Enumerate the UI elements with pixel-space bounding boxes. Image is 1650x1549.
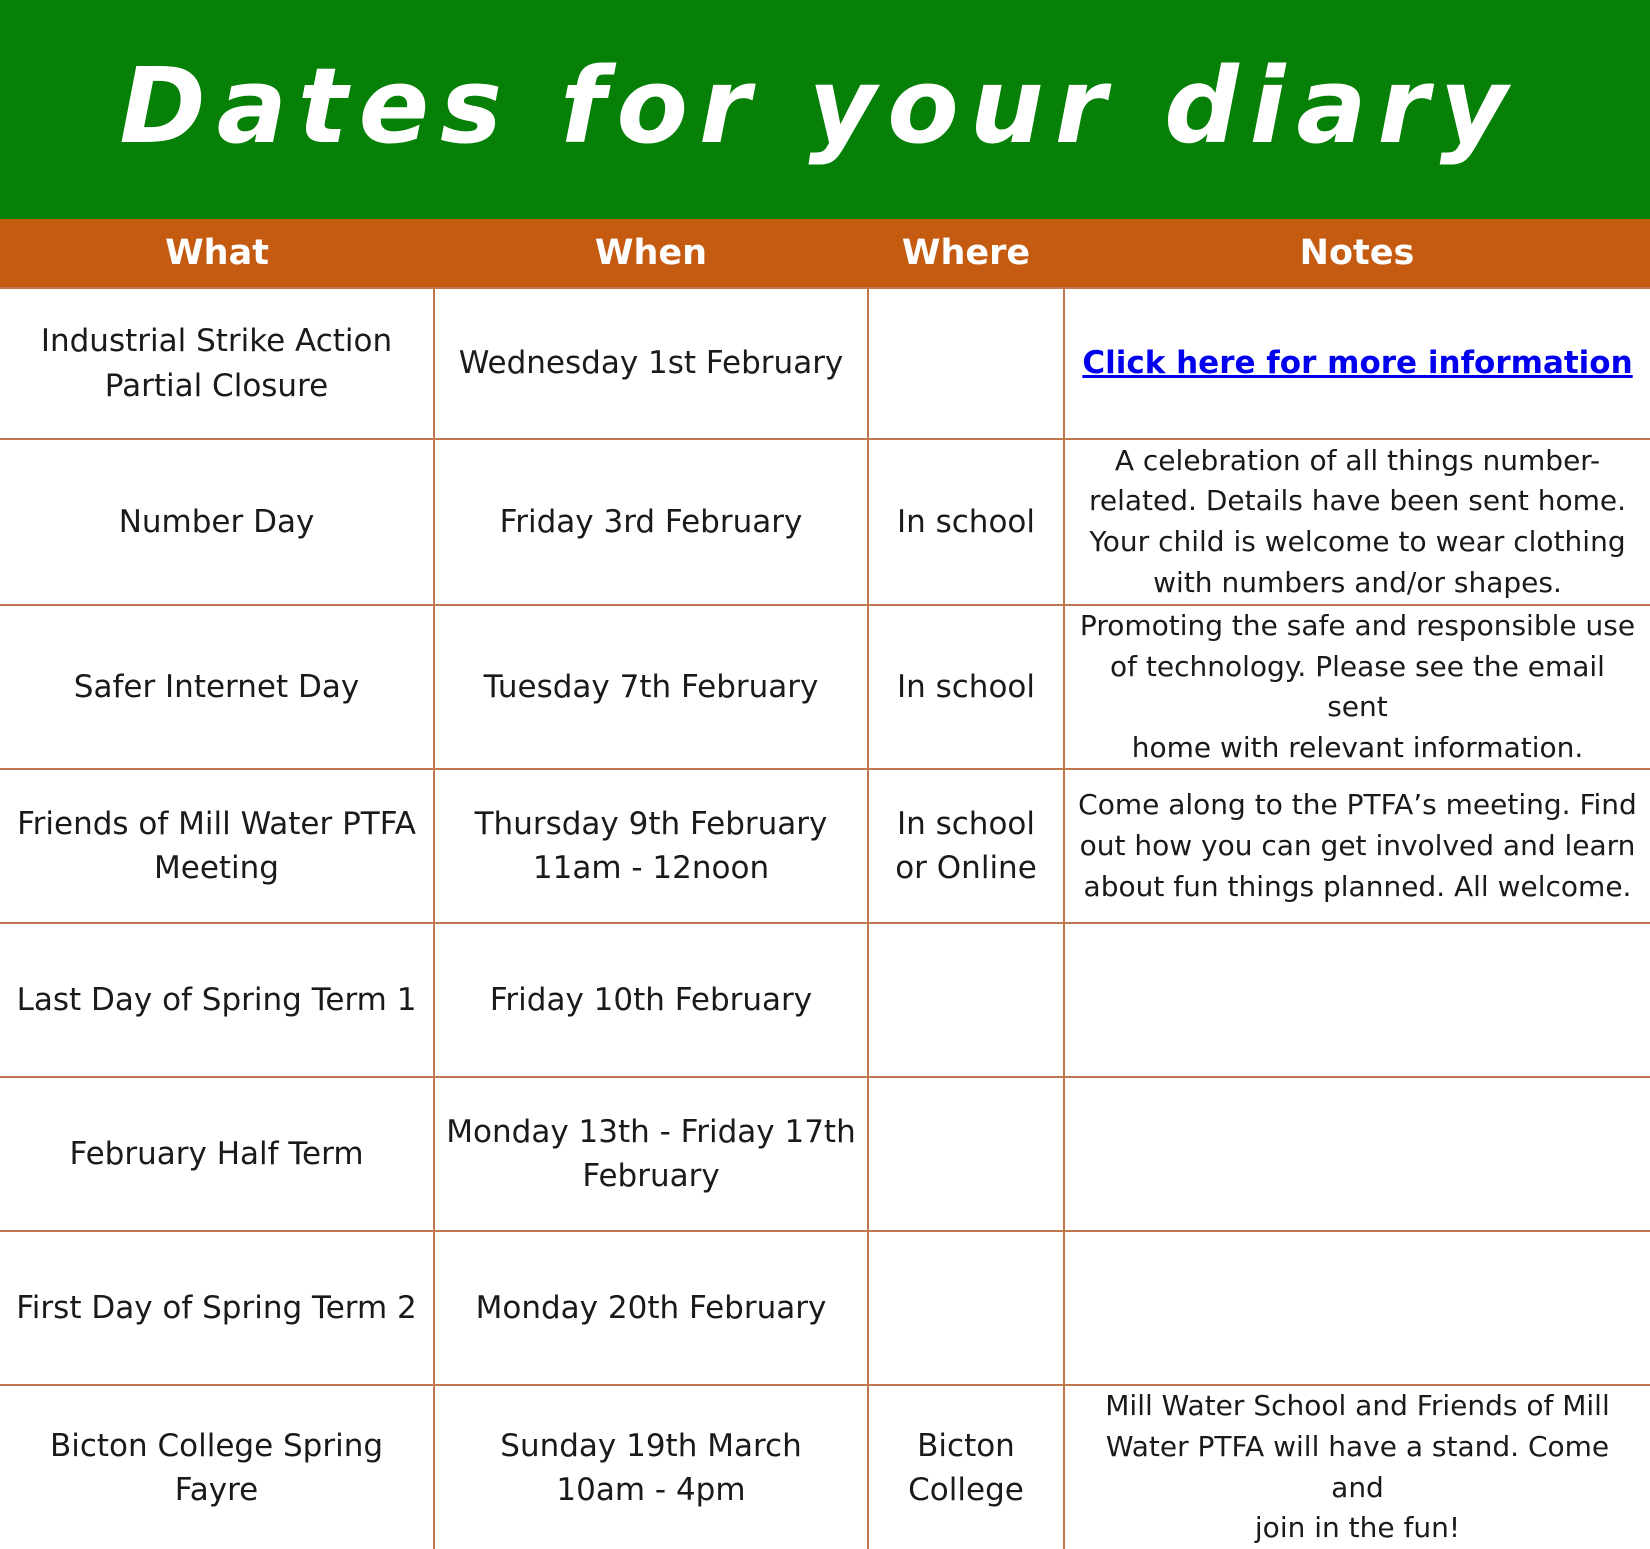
cell-text: with numbers and/or shapes. — [1153, 565, 1562, 599]
table-row — [0, 1385, 1650, 1548]
cell-notes — [1064, 1385, 1650, 1548]
cell-text: Bicton College Spring Fayre — [49, 1427, 384, 1508]
cell-text: home with relevant information. — [1131, 730, 1584, 764]
column-header-notes: Notes — [1064, 219, 1650, 288]
page-title: Dates for your diary — [119, 44, 1519, 167]
cell-text: Mill Water School and Friends of Mill — [1105, 1389, 1610, 1423]
cell-what — [0, 769, 434, 923]
cell-text: Tuesday 7th February — [483, 669, 819, 706]
cell-text: Thursday 9th February — [474, 806, 828, 843]
cell-text: Wednesday 1st February — [458, 345, 844, 382]
cell-when — [434, 923, 868, 1077]
cell-text: 10am - 4pm — [556, 1471, 746, 1508]
cell-text: Promoting the safe and responsible use — [1079, 609, 1636, 642]
cell-text: Partial Closure — [104, 367, 329, 404]
cell-notes — [1064, 605, 1650, 769]
cell-when — [434, 439, 868, 605]
cell-where — [868, 1231, 1064, 1385]
cell-text: join in the fun! — [1254, 1511, 1461, 1545]
column-header-what: What — [0, 219, 434, 288]
cell-notes — [1064, 769, 1650, 923]
table-row — [0, 1231, 1650, 1385]
cell-text: or Online — [895, 850, 1037, 887]
cell-text: Monday 13th - Friday 17th — [446, 1114, 856, 1151]
cell-text: related. Details have been sent home. — [1088, 484, 1626, 518]
cell-text: College — [908, 1471, 1024, 1508]
cell-text: 11am - 12noon — [532, 850, 770, 887]
cell-text: In school — [896, 669, 1036, 706]
cell-when — [434, 1385, 868, 1548]
cell-text: Monday 20th February — [475, 1290, 827, 1327]
table-row — [0, 439, 1650, 605]
cell-where — [868, 605, 1064, 769]
cell-notes — [1064, 1077, 1650, 1231]
cell-when — [434, 1077, 868, 1231]
diary-table — [0, 219, 1650, 1549]
cell-text: of technology. Please see the email sent — [1110, 649, 1605, 724]
table-row — [0, 288, 1650, 439]
cell-text: First Day of Spring Term 2 — [16, 1290, 417, 1327]
cell-text: Industrial Strike Action — [40, 323, 393, 360]
cell-when — [434, 605, 868, 769]
cell-text: Friends of Mill Water PTFA — [17, 806, 416, 843]
cell-text: February — [582, 1158, 720, 1195]
cell-text: Water PTFA will have a stand. Come and — [1105, 1429, 1610, 1504]
cell-what — [0, 1385, 434, 1548]
cell-where — [868, 1385, 1064, 1548]
cell-where — [868, 288, 1064, 439]
cell-notes — [1064, 439, 1650, 605]
cell-text: Bicton — [917, 1427, 1015, 1464]
cell-text: Meeting — [154, 850, 279, 887]
cell-what — [0, 288, 434, 439]
table-row — [0, 923, 1650, 1077]
more-information-link[interactable]: Click here for more information — [1082, 345, 1633, 382]
column-header-when: When — [434, 219, 868, 288]
cell-what — [0, 439, 434, 605]
cell-where — [868, 769, 1064, 923]
column-header-where: Where — [868, 219, 1064, 288]
cell-when — [434, 288, 868, 439]
cell-text: Last Day of Spring Term 1 — [16, 982, 417, 1019]
table-row — [0, 605, 1650, 769]
title-banner — [0, 0, 1650, 219]
cell-text: A celebration of all things number- — [1114, 443, 1601, 477]
cell-notes — [1064, 923, 1650, 1077]
cell-notes — [1064, 1231, 1650, 1385]
cell-when — [434, 769, 868, 923]
cell-text: Your child is welcome to wear clothing — [1089, 525, 1626, 558]
cell-text: Friday 10th February — [489, 982, 813, 1019]
cell-notes — [1064, 288, 1650, 439]
cell-where — [868, 439, 1064, 605]
table-row — [0, 769, 1650, 923]
cell-text: Safer Internet Day — [73, 669, 360, 706]
header-row — [0, 219, 1650, 288]
cell-text: out how you can get involved and learn — [1079, 829, 1636, 863]
cell-what — [0, 1231, 434, 1385]
cell-text: In school — [896, 806, 1036, 843]
cell-text: Sunday 19th March — [500, 1427, 802, 1464]
table-row — [0, 1077, 1650, 1231]
cell-text: Friday 3rd February — [499, 503, 803, 540]
cell-what — [0, 1077, 434, 1231]
cell-text: In school — [896, 503, 1036, 540]
cell-what — [0, 923, 434, 1077]
cell-where — [868, 1077, 1064, 1231]
cell-where — [868, 923, 1064, 1077]
cell-text: Come along to the PTFA’s meeting. Find — [1078, 788, 1637, 822]
cell-when — [434, 1231, 868, 1385]
cell-text: about fun things planned. All welcome. — [1083, 869, 1632, 903]
cell-text: February Half Term — [69, 1136, 364, 1173]
cell-text: Number Day — [118, 503, 315, 540]
cell-what — [0, 605, 434, 769]
